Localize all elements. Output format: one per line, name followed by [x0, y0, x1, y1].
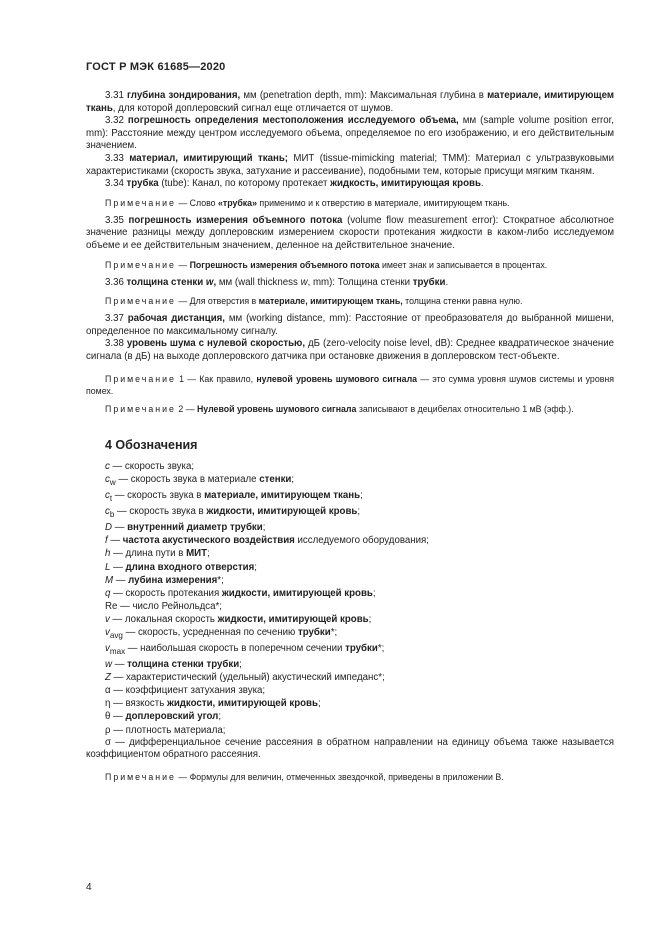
symbol-item: c — скорость звука; — [105, 461, 195, 473]
symbol-item: σ — дифференциальное сечение рассеяния в обратном направлении на единицу объема также называется коэффициентом обратного рассеяния. — [86, 736, 614, 761]
symbol-item: M — лубина измерения*; — [105, 574, 224, 586]
section-title: 4 Обозначения — [105, 437, 198, 452]
term-3-34: 3.34 трубка (tube): Канал, по которому протекает жидкость, имитирующая кровь. — [105, 178, 484, 190]
note-3-38-2: Примечание 2 — Нулевой уровень шумового сигнала записывают в децибелах относительно 1 мВ (эфф.). — [105, 403, 574, 414]
symbol-item: η — вязкость жидкости, имитирующей кровь; — [105, 698, 321, 710]
symbol-item: D — внутренний диаметр трубки; — [105, 522, 266, 534]
symbol-item: f — частота акустического воздействия исследуемого оборудования; — [105, 535, 429, 547]
term-3-33: 3.33 материал, имитирующий ткань; МИТ (tissue-mimicking material; TMM): Материал с ультразвуковыми характеристиками (скорость звука, затухание и рассеивание), подобными тем, которые присущи мягким тканям. — [86, 152, 615, 177]
term-3-38: 3.38 уровень шума с нулевой скоростью, дБ (zero-velocity noise level, dB): Среднее квадратическое значение сигнала (в дБ) на выходе доплеровского датчика при остановке движения в доплеровском тест-объекте. — [86, 338, 615, 362]
note-3-35: Примечание — Погрешность измерения объемного потока имеет знак и записывается в процентах. — [105, 259, 548, 270]
symbol-item: Re — число Рейнольдса*; — [105, 600, 223, 612]
term-3-31: 3.31 глубина зондирования, мм (penetration depth, mm): Максимальная глубина в материале, имитирующем ткань, для которой доплеровский сигнал еще отличается от шумов. — [86, 90, 614, 114]
symbol-item: ρ — плотность материала; — [105, 724, 226, 736]
symbol-item: θ — доплеровский угол; — [105, 711, 222, 723]
term-3-32: 3.32 погрешность определения местоположения исследуемого объема, мм (sample volume position error, mm): Расстояние между центром исследуемого объема, определяемое по его изображению, и его действительным значением. — [86, 115, 615, 152]
document-body — [86, 90, 614, 783]
document-header: ГОСТ Р МЭК 61685—2020 — [86, 61, 226, 73]
symbol-item: $c_t$ — скорость звука в материале, имитирующем ткань; — [105, 490, 363, 504]
note-3-34: Примечание — Слово «трубка» применимо и к отверстию в материале, имитирующем ткань. — [105, 197, 510, 208]
page-number: 4 — [86, 882, 92, 893]
symbol-item: $v_{avg}$ — скорость, усредненная по сечению трубки*; — [105, 627, 338, 640]
symbol-item: α — коэффициент затухания звука; — [105, 685, 266, 697]
symbol-item: w — толщина стенки трубки; — [105, 659, 242, 671]
note-symbols: Примечание — Формулы для величин, отмеченных звездочкой, приведены в приложении В. — [105, 771, 504, 782]
symbol-item: L — длина входного отверстия; — [105, 561, 257, 573]
symbol-item: $c_b$ — скорость звука в жидкости, имитирующей кровь; — [105, 506, 361, 520]
symbol-item: h — длина пути в МИТ; — [105, 548, 210, 560]
note-3-36: Примечание — Для отверстия в материале, имитирующем ткань, толщина стенки равна нулю. — [105, 296, 523, 307]
term-3-36: 3.36 толщина стенки w, мм (wall thickness w, mm): Толщина стенки трубки. — [105, 276, 449, 288]
note-3-38-1: Примечание 1 — Как правило, нулевой уровень шумового сигнала — это сумма уровня шумов системы и уровня помех. — [86, 373, 615, 396]
symbol-item: q — скорость протекания жидкости, имитирующей кровь; — [105, 587, 376, 599]
term-3-35: 3.35 погрешность измерения объемного потока (volume flow measurement error): Стократное абсолютное значение разницы между доплеровским измерением скорости протекания жидкости в каком-либо исследуемом объеме и ее действительным значением, деленное на действительное значение. — [86, 214, 614, 251]
term-3-37: 3.37 рабочая дистанция, мм (working distance, mm): Расстояние от преобразователя до выбранной мишени, определенное по максимальному сигналу. — [86, 313, 615, 337]
symbol-item: $c_w$ — скорость звука в материале стенки; — [105, 474, 295, 488]
symbol-item: v — локальная скорость жидкости, имитирующей кровь; — [105, 613, 372, 625]
symbols-list — [86, 460, 614, 737]
symbol-item: Z — характеристический (удельный) акустический импеданс*; — [105, 672, 385, 684]
symbol-item: $v_{max}$ — наибольшая скорость в поперечном сечении трубки*; — [105, 643, 385, 656]
